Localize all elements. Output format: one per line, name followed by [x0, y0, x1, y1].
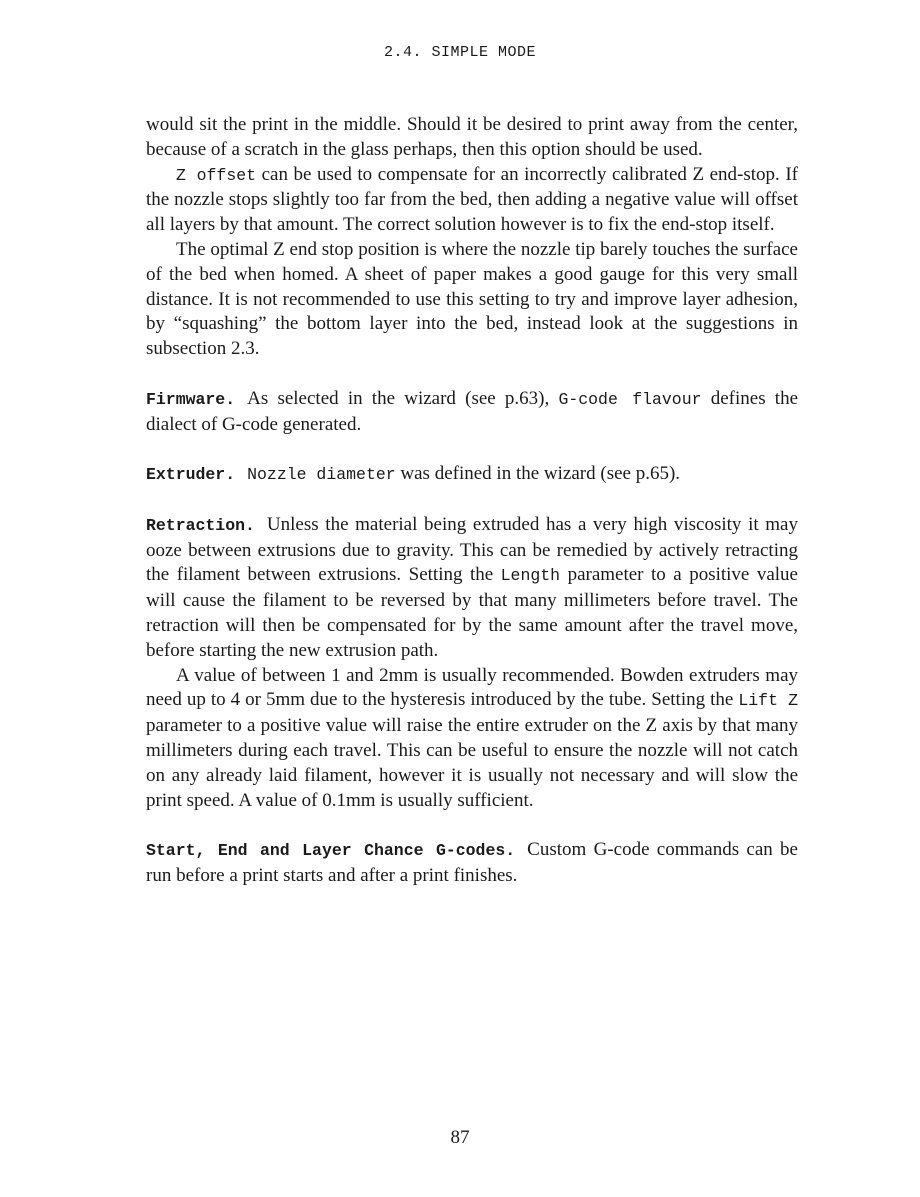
- paragraph-text: would sit the print in the middle. Should it be desired to print away from the center, because of a scratch in the glass perhaps, then this option should be used.: [146, 114, 798, 160]
- paragraph-text: parameter to a positive value will raise the entire extruder on the Z axis by that many millimeters during each travel. This can be useful to ensure the nozzle will not catch on any already laid filament, however it is usually not necessary and will slow the print speed. A value of 0.1mm is usually sufficient.: [146, 715, 798, 811]
- page-number: 87: [450, 1127, 470, 1148]
- section-firmware: [146, 387, 798, 438]
- paragraph-text: can be used to compensate for an incorrectly calibrated Z end-stop. If the nozzle stops slightly too far from the bed, then adding a negative value will offset all layers by that amount. The correct solution however is to fix the end-stop itself.: [146, 163, 799, 236]
- code-gcode-flavour: G-code flavour: [558, 389, 702, 409]
- paragraph-center-option: [146, 113, 798, 163]
- section-gcodes: [146, 838, 798, 889]
- paragraph-z-endstop: [146, 238, 798, 362]
- paragraph-text: The optimal Z end stop position is where the nozzle tip barely touches the surface of the bed when homed. A sheet of paper makes a good gauge for this very small distance. It is not recommended to use this setting to try and improve layer adhesion, by “squashing” the bottom layer into the bed, instead look at the suggestions in subsection 2.3.: [146, 238, 798, 360]
- section-extruder: [146, 462, 798, 488]
- page-body: [146, 113, 798, 889]
- code-z-offset: Z offset: [176, 165, 257, 185]
- heading-extruder: Extruder.: [146, 465, 236, 485]
- code-length: Length: [500, 566, 561, 586]
- paragraph-retraction-values: [146, 664, 798, 814]
- paragraph-text: parameter to a positive value will cause the filament to be reversed by that many millimeters before travel. The retraction will then be compensated for by the same amount after the travel move, before starting the new extrusion path.: [146, 564, 798, 661]
- code-lift-z: Lift Z: [738, 691, 798, 711]
- paragraph-text: defines the dialect of G-code generated.: [146, 387, 798, 435]
- paragraph-z-offset: [146, 163, 798, 238]
- paragraph-text: As selected in the wizard (see p.63),: [247, 387, 559, 409]
- paragraph-text: was defined in the wizard (see p.65).: [395, 463, 681, 485]
- paragraph-text: Custom G-code commands can be run before a print starts and after a print finishes.: [146, 839, 798, 886]
- heading-gcodes: Start, End and Layer Chance G-codes.: [146, 841, 516, 861]
- running-header: 2.4. SIMPLE MODE: [383, 44, 537, 61]
- paragraph-text: A value of between 1 and 2mm is usually recommended. Bowden extruders may need up to 4 or 5mm due to the hysteresis introduced by the tube. Setting the: [146, 664, 798, 711]
- heading-retraction: Retraction.: [146, 515, 255, 535]
- paragraph-text: Unless the material being extruded has a very high viscosity it may ooze between extrusions due to gravity. This can be remedied by actively retracting the filament between extrusions. Setting the: [146, 513, 798, 586]
- heading-firmware: Firmware.: [146, 389, 236, 409]
- code-nozzle-diameter: Nozzle diameter: [247, 465, 396, 485]
- section-retraction: [146, 513, 798, 664]
